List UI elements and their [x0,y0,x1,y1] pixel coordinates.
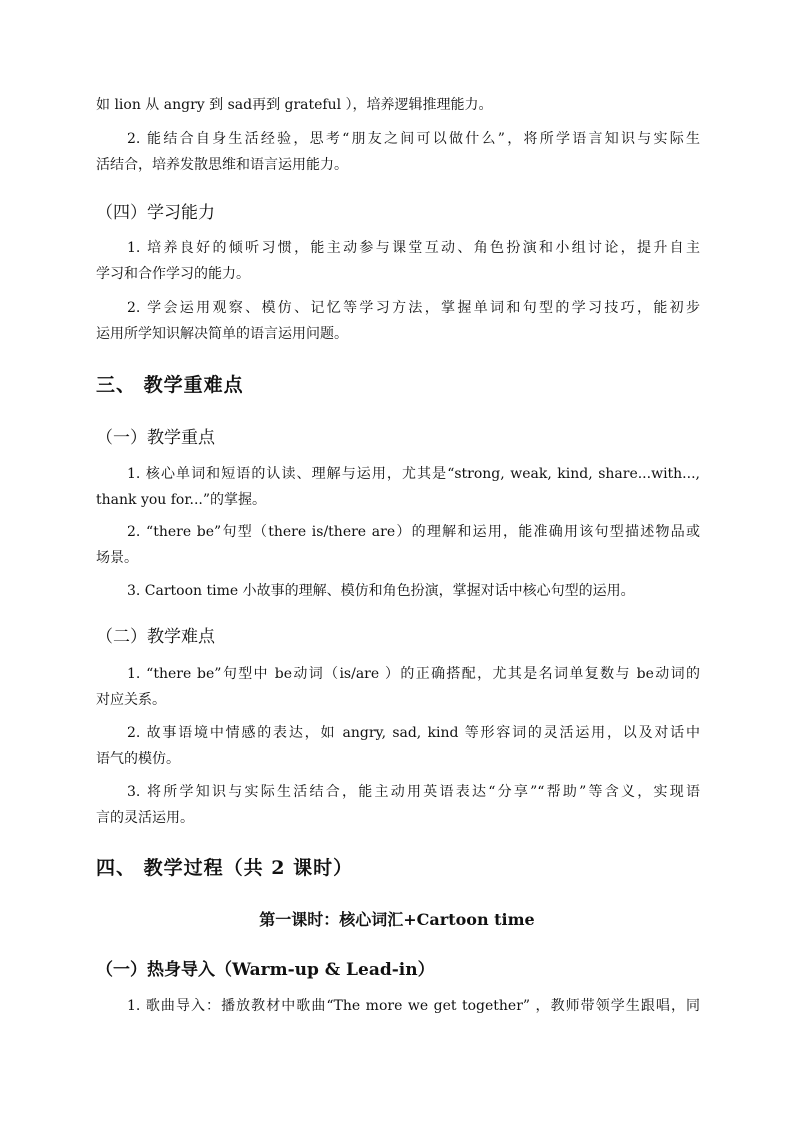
paragraph-line: thank you for...”的掌握。 [96,492,267,508]
paragraph-line: 活结合，培养发散思维和语言运用能力。 [96,157,348,173]
lesson-title: 第一课时：核心词汇+Cartoon time [259,910,535,929]
paragraph-line: 运用所学知识解决简单的语言运用问题。 [96,326,348,342]
subheading-focus: （一）教学重点 [96,428,215,448]
paragraph-line: 1. 歌曲导入：播放教材中歌曲“The more we get together” ，教师带领学生跟唱，同 [127,998,700,1014]
paragraph-line: 言的灵活运用。 [96,810,194,826]
paragraph-line: 2. 学会运用观察、模仿、记忆等学习方法，掌握单词和句型的学习技巧，能初步 [127,300,700,316]
paragraph-line: 2. 故事语境中情感的表达，如 angry, sad, kind 等形容词的灵活运用，以及对话中 [127,725,700,741]
paragraph-line: 3. Cartoon time 小故事的理解、模仿和角色扮演，掌握对话中核心句型的运用。 [127,583,635,599]
paragraph-line: 1. 核心单词和短语的认读、理解与运用，尤其是“strong, weak, kind, share...with..., [127,466,700,482]
paragraph-line: 2. “there be”句型（there is/there are）的理解和运用，能准确用该句型描述物品或 [127,524,700,540]
section-heading-key-points: 三、 教学重难点 [96,374,244,396]
paragraph-line: 场景。 [96,550,138,566]
paragraph-line: 3. 将所学知识与实际生活结合，能主动用英语表达“分享”“帮助”等含义，实现语 [127,784,700,800]
paragraph-line: 如 lion 从 angry 到 sad再到 grateful ），培养逻辑推理能力。 [96,97,493,113]
subheading-learning-ability: （四）学习能力 [96,203,215,223]
paragraph-line: 2. 能结合自身生活经验，思考“朋友之间可以做什么”，将所学语言知识与实际生 [127,131,700,147]
paragraph-line: 语气的模仿。 [96,751,180,767]
subheading-difficulty: （二）教学难点 [96,627,215,647]
subheading-warmup: （一）热身导入（Warm-up & Lead-in） [96,960,435,980]
paragraph-line: 1. “there be”句型中 be动词（is/are ）的正确搭配，尤其是名词单复数与 be动词的 [127,666,700,682]
paragraph-line: 学习和合作学习的能力。 [96,266,250,282]
section-heading-process: 四、 教学过程（共 2 课时） [96,857,354,879]
paragraph-line: 1. 培养良好的倾听习惯，能主动参与课堂互动、角色扮演和小组讨论，提升自主 [127,240,700,256]
paragraph-line: 对应关系。 [96,692,166,708]
